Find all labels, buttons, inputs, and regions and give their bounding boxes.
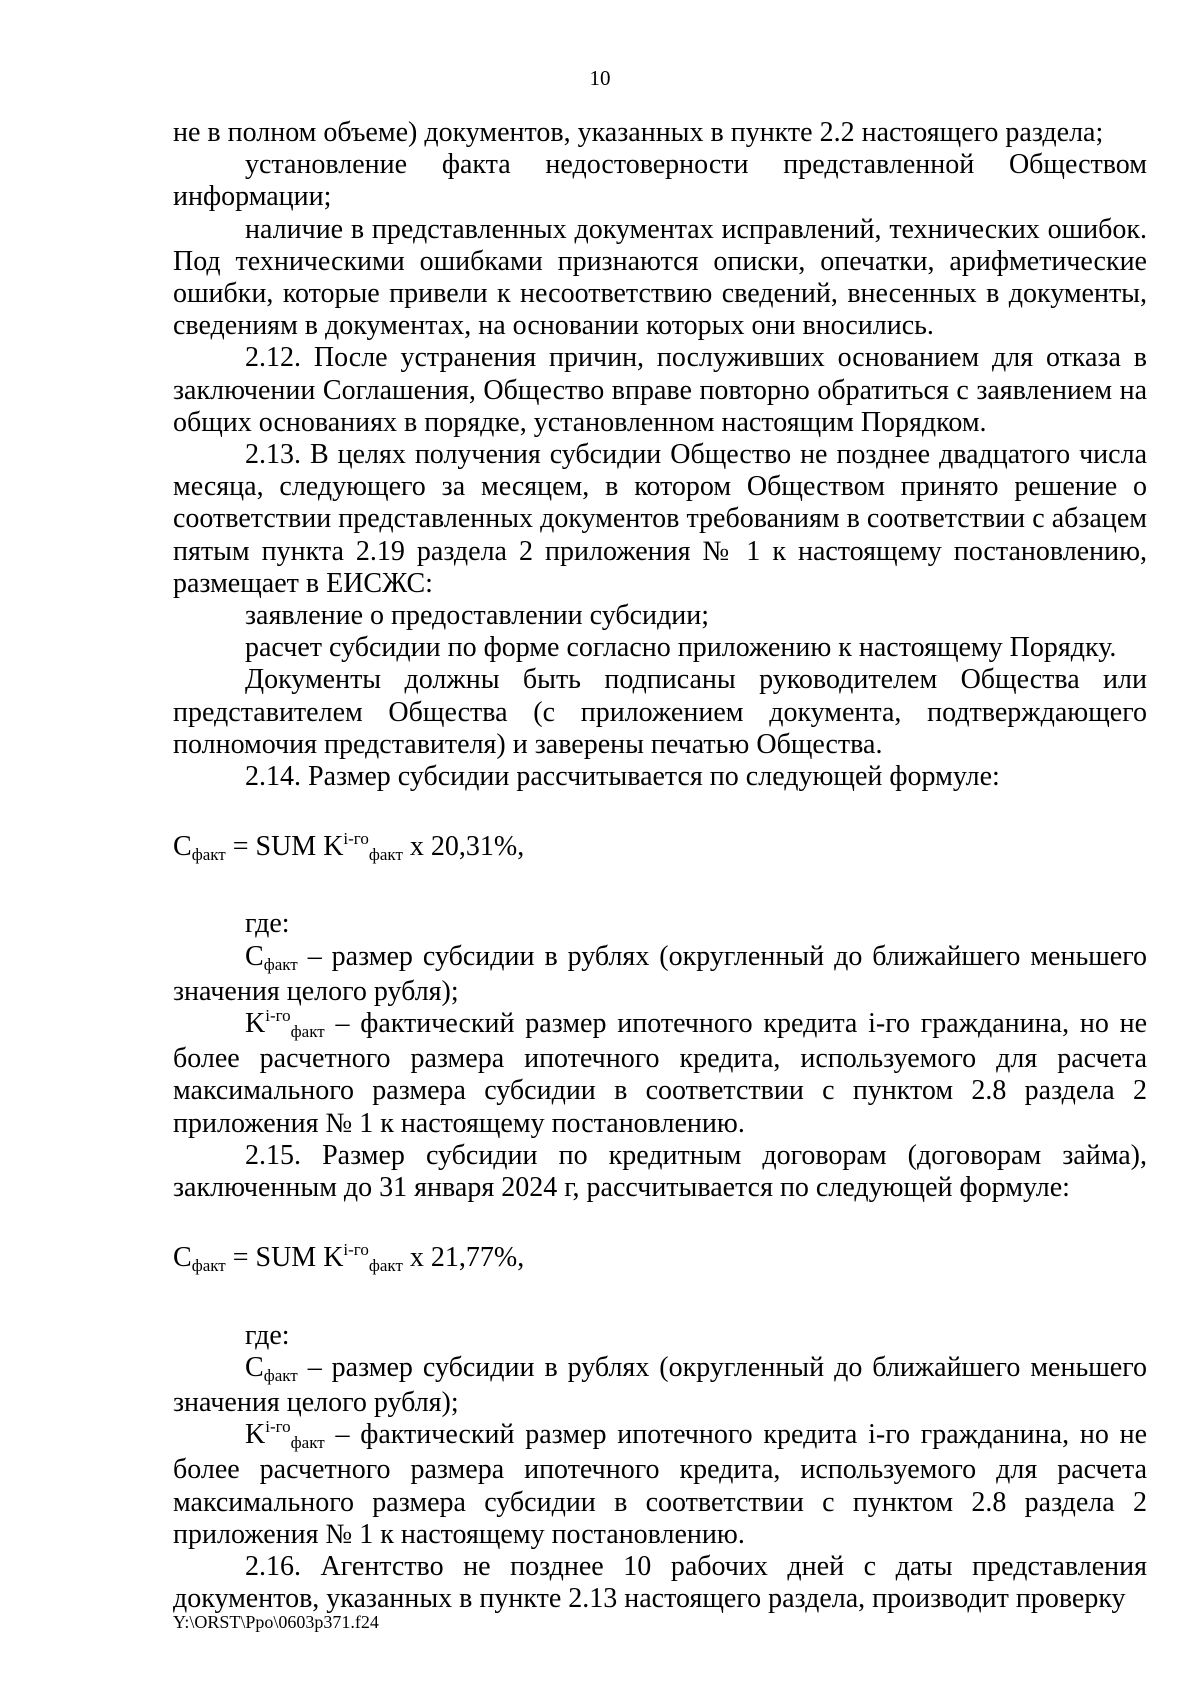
footer-file-path: Y:\ORST\Ppo\0603p371.f24 — [173, 1612, 379, 1632]
where-label: где: — [245, 908, 290, 940]
paragraph-2-13: 2.13. В целях получения субсидии Общество не позднее двадцатого числа месяца, следующего за месяцем, в котором Обществом принято решение о соответствии представленных документов требованиям в соответствии с абзацем пятым пункта 2.19 раздела 2 приложения № 1 к настоящему постановлению, размещает в ЕИСЖС: — [173, 439, 1147, 599]
paragraph: расчет субсидии по форме согласно приложению к настоящему Порядку. — [245, 632, 1117, 664]
paragraph: установление факта недостоверности представленной Обществом информации; — [173, 149, 1147, 213]
paragraph-2-16: 2.16. Агентство не позднее 10 рабочих дней с даты представления документов, указанных в пункте 2.13 настоящего раздела, производит проверку — [173, 1550, 1147, 1615]
where-label: где: — [245, 1319, 290, 1351]
paragraph: заявление о предоставлении субсидии; — [245, 600, 709, 632]
paragraph: Документы должны быть подписаны руководителем Общества или представителем Общества (с приложением документа, подтверждающего полномочия представителя) и заверены печатью Общества. — [173, 664, 1147, 760]
paragraph-2-12: 2.12. После устранения причин, послуживших основанием для отказа в заключении Соглашения, Общество вправе повторно обратиться с заявлением на общих основаниях в порядке, установленном настоящим Порядком. — [173, 342, 1147, 438]
paragraph-2-15: 2.15. Размер субсидии по кредитным договорам (договорам займа), заключенным до 31 января 2024 г, рассчитывается по следующей формуле: — [173, 1139, 1147, 1204]
formula-subsidy-20-31: Сфакт = SUM $K^{i-го}факт$ x 20,31%, — [173, 829, 525, 865]
page-number: 10 — [589, 66, 611, 90]
paragraph-2-14: 2.14. Размер субсидии рассчитывается по следующей формуле: — [245, 761, 1000, 793]
document-body — [173, 117, 1147, 1615]
definition-k-fact: $K^{i-го}факт$ – фактический размер ипотечного кредита i-го гражданина, но не более расчетного размера ипотечного кредита, используемого для расчета максимального размера субсидии в соответствии с пунктом 2.8 раздела 2 приложения № 1 к настоящему постановлению. — [173, 1006, 1147, 1139]
paragraph: наличие в представленных документах исправлений, технических ошибок. Под техническими ошибками признаются описки, опечатки, арифметические ошибки, которые привели к несоответствию сведений, внесенных в документы, сведениям в документах, на основании которых они вносились. — [173, 213, 1147, 342]
paragraph: не в полном объеме) документов, указанных в пункте 2.2 настоящего раздела; — [173, 117, 1104, 148]
definition-k-fact: $K^{i-го}факт$ – фактический размер ипотечного кредита i-го гражданина, но не более расчетного размера ипотечного кредита, используемого для расчета максимального размера субсидии в соответствии с пунктом 2.8 раздела 2 приложения № 1 к настоящему постановлению. — [173, 1417, 1147, 1550]
definition-c-fact: Сфакт – размер субсидии в рублях (округленный до ближайшего меньшего значения целого рубля); — [173, 940, 1147, 1007]
definition-c-fact: Сфакт – размер субсидии в рублях (округленный до ближайшего меньшего значения целого рубля); — [173, 1351, 1147, 1418]
formula-subsidy-21-77: Сфакт = SUM $K^{i-го}факт$ x 21,77%, — [173, 1240, 525, 1276]
